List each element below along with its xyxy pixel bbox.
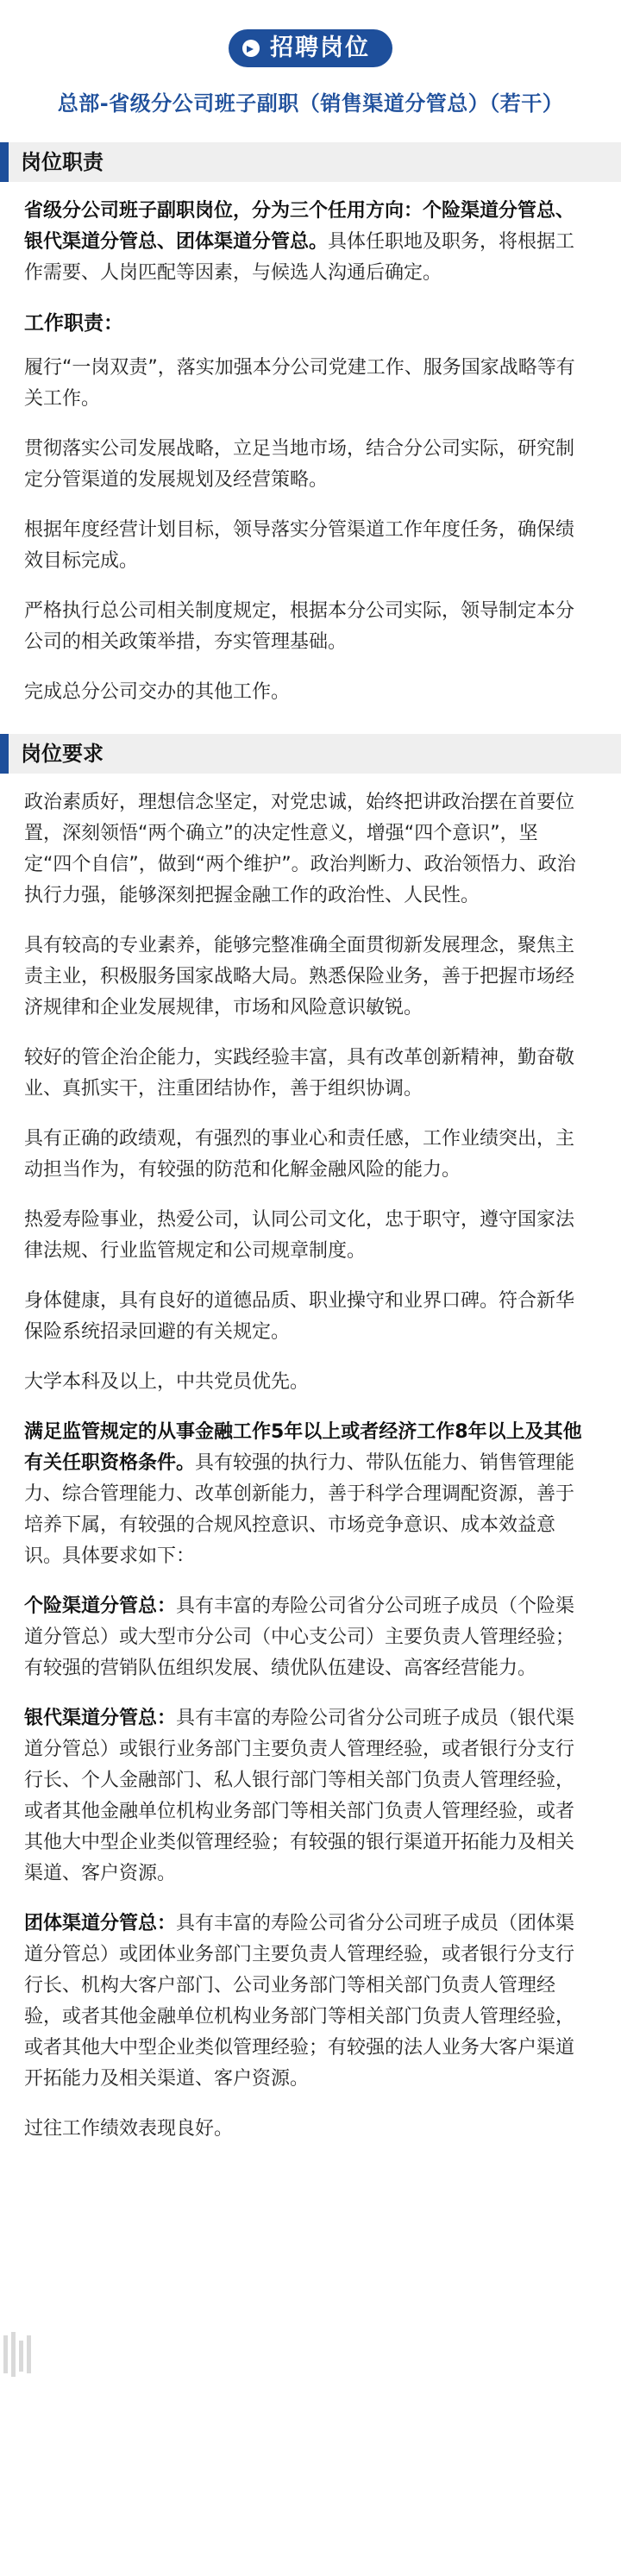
duty-item: 根据年度经营计划目标，领导落实分管渠道工作年度任务，确保绩效目标完成。 — [24, 519, 575, 572]
requirement-item: 政治素质好，理想信念坚定，对党忠诚，始终把讲政治摆在首要位置，深刻领悟“两个确立”的决定性意义，增强“四个意识”，坚定“四个自信”，做到“两个维护”。政治判断力、政治领悟力、政治执行力强，能够深刻把握金融工作的政治性、人民性。 — [24, 792, 576, 906]
requirements-content — [0, 774, 621, 2145]
position-title: 总部-省级分公司班子副职（销售渠道分管总）（若干） — [57, 91, 564, 116]
duties-content — [0, 182, 621, 708]
requirement-item: 较好的管企治企能力，实践经验丰富，具有改革创新精神，勤奋敬业、真抓实干，注重团结协作，善于组织协调。 — [24, 1047, 575, 1100]
channel-label: 银代渠道分管总： — [24, 1708, 177, 1729]
requirement-item: 具有较高的专业素养，能够完整准确全面贯彻新发展理念，聚焦主责主业，积极服务国家战略大局。熟悉保险业务，善于把握市场经济规律和企业发展规律，市场和风险意识敏锐。 — [24, 935, 575, 1018]
job-badge — [229, 29, 392, 67]
requirement-item: 身体健康，具有良好的道德品质、职业操守和业界口碑。符合新华保险系统招录回避的有关规定。 — [24, 1290, 575, 1343]
duties-intro-rest: 具体任职地及职务，将根据工作需要、人岗匹配等因素，与候选人沟通后确定。 — [24, 231, 575, 284]
channel-requirement-individual — [24, 1591, 585, 1684]
requirement-item: 大学本科及以上，中共党员优先。 — [24, 1371, 310, 1393]
channel-text: 具有丰富的寿险公司省分公司班子成员（个险渠道分管总）或大型市分公司（中心支公司）主要负责人管理经验；有较强的营销队伍组织发展、绩优队伍建设、高客经营能力。 — [24, 1595, 575, 1679]
requirement-item: 热爱寿险事业，热爱公司，认同公司文化，忠于职守，遵守国家法律法规、行业监管规定和公司规章制度。 — [24, 1209, 575, 1262]
experience-requirement — [24, 1417, 585, 1572]
play-circle-icon — [242, 40, 260, 57]
experience-bold: 满足监管规定的从事金融工作5年以上或者经济工作8年以上及其他有关任职资格条件。 — [24, 1421, 582, 1474]
duties-intro — [24, 196, 585, 289]
badge-wrap — [0, 0, 621, 67]
duties-intro-bold: 省级分公司班子副职岗位，分为三个任用方向：个险渠道分管总、银代渠道分管总、团体渠道分管总。 — [24, 200, 575, 253]
duty-item: 贯彻落实公司发展战略，立足当地市场，结合分公司实际，研究制定分管渠道的发展规划及经营策略。 — [24, 438, 575, 491]
channel-label: 个险渠道分管总： — [24, 1595, 177, 1617]
section-header-duties: 岗位职责 — [0, 142, 621, 182]
duty-item: 履行“一岗双责”，落实加强本分公司党建工作、服务国家战略等有关工作。 — [24, 357, 575, 410]
requirement-item: 具有正确的政绩观，有强烈的事业心和责任感，工作业绩突出，主动担当作为，有较强的防范和化解金融风险的能力。 — [24, 1128, 575, 1181]
channel-requirement-group — [24, 1908, 585, 2095]
channel-text: 具有丰富的寿险公司省分公司班子成员（团体渠道分管总）或团体业务部门主要负责人管理经验，或者银行分支行行长、机构大客户部门、公司业务部门等相关部门负责人管理经验，或者其他金融单位机构业务部门等相关部门负责人管理经验，或者其他大中型企业类似管理经验；有较强的法人业务大客户渠道开拓能力及相关渠道、客户资源。 — [24, 1913, 575, 2090]
badge-label: 招聘岗位 — [270, 34, 370, 61]
channel-text: 具有丰富的寿险公司省分公司班子成员（银代渠道分管总）或银行业务部门主要负责人管理经验，或者银行分支行行长、个人金融部门、私人银行部门等相关部门负责人管理经验，或者其他金融单位机构业务部门等相关部门负责人管理经验，或者其他大中型企业类似管理经验；有较强的银行渠道开拓能力及相关渠道、客户资源。 — [24, 1708, 575, 1884]
closing-requirement: 过往工作绩效表现良好。 — [24, 2118, 234, 2140]
section-header-requirements: 岗位要求 — [0, 734, 621, 774]
channel-label: 团体渠道分管总： — [24, 1913, 177, 1934]
watermark-logo-icon — [0, 2328, 60, 2380]
channel-requirement-bank — [24, 1703, 585, 1890]
duty-item: 严格执行总公司相关制度规定，根据本分公司实际，领导制定本分公司的相关政策举措，夯实管理基础。 — [24, 600, 575, 653]
experience-rest: 具有较强的执行力、带队伍能力、销售管理能力、综合管理能力、改革创新能力，善于科学合理调配资源，善于培养下属，有较强的合规风控意识、市场竞争意识、成本效益意识。具体要求如下： — [24, 1452, 575, 1567]
work-duties-heading: 工作职责： — [24, 312, 123, 335]
duty-item: 完成总分公司交办的其他工作。 — [24, 681, 291, 703]
